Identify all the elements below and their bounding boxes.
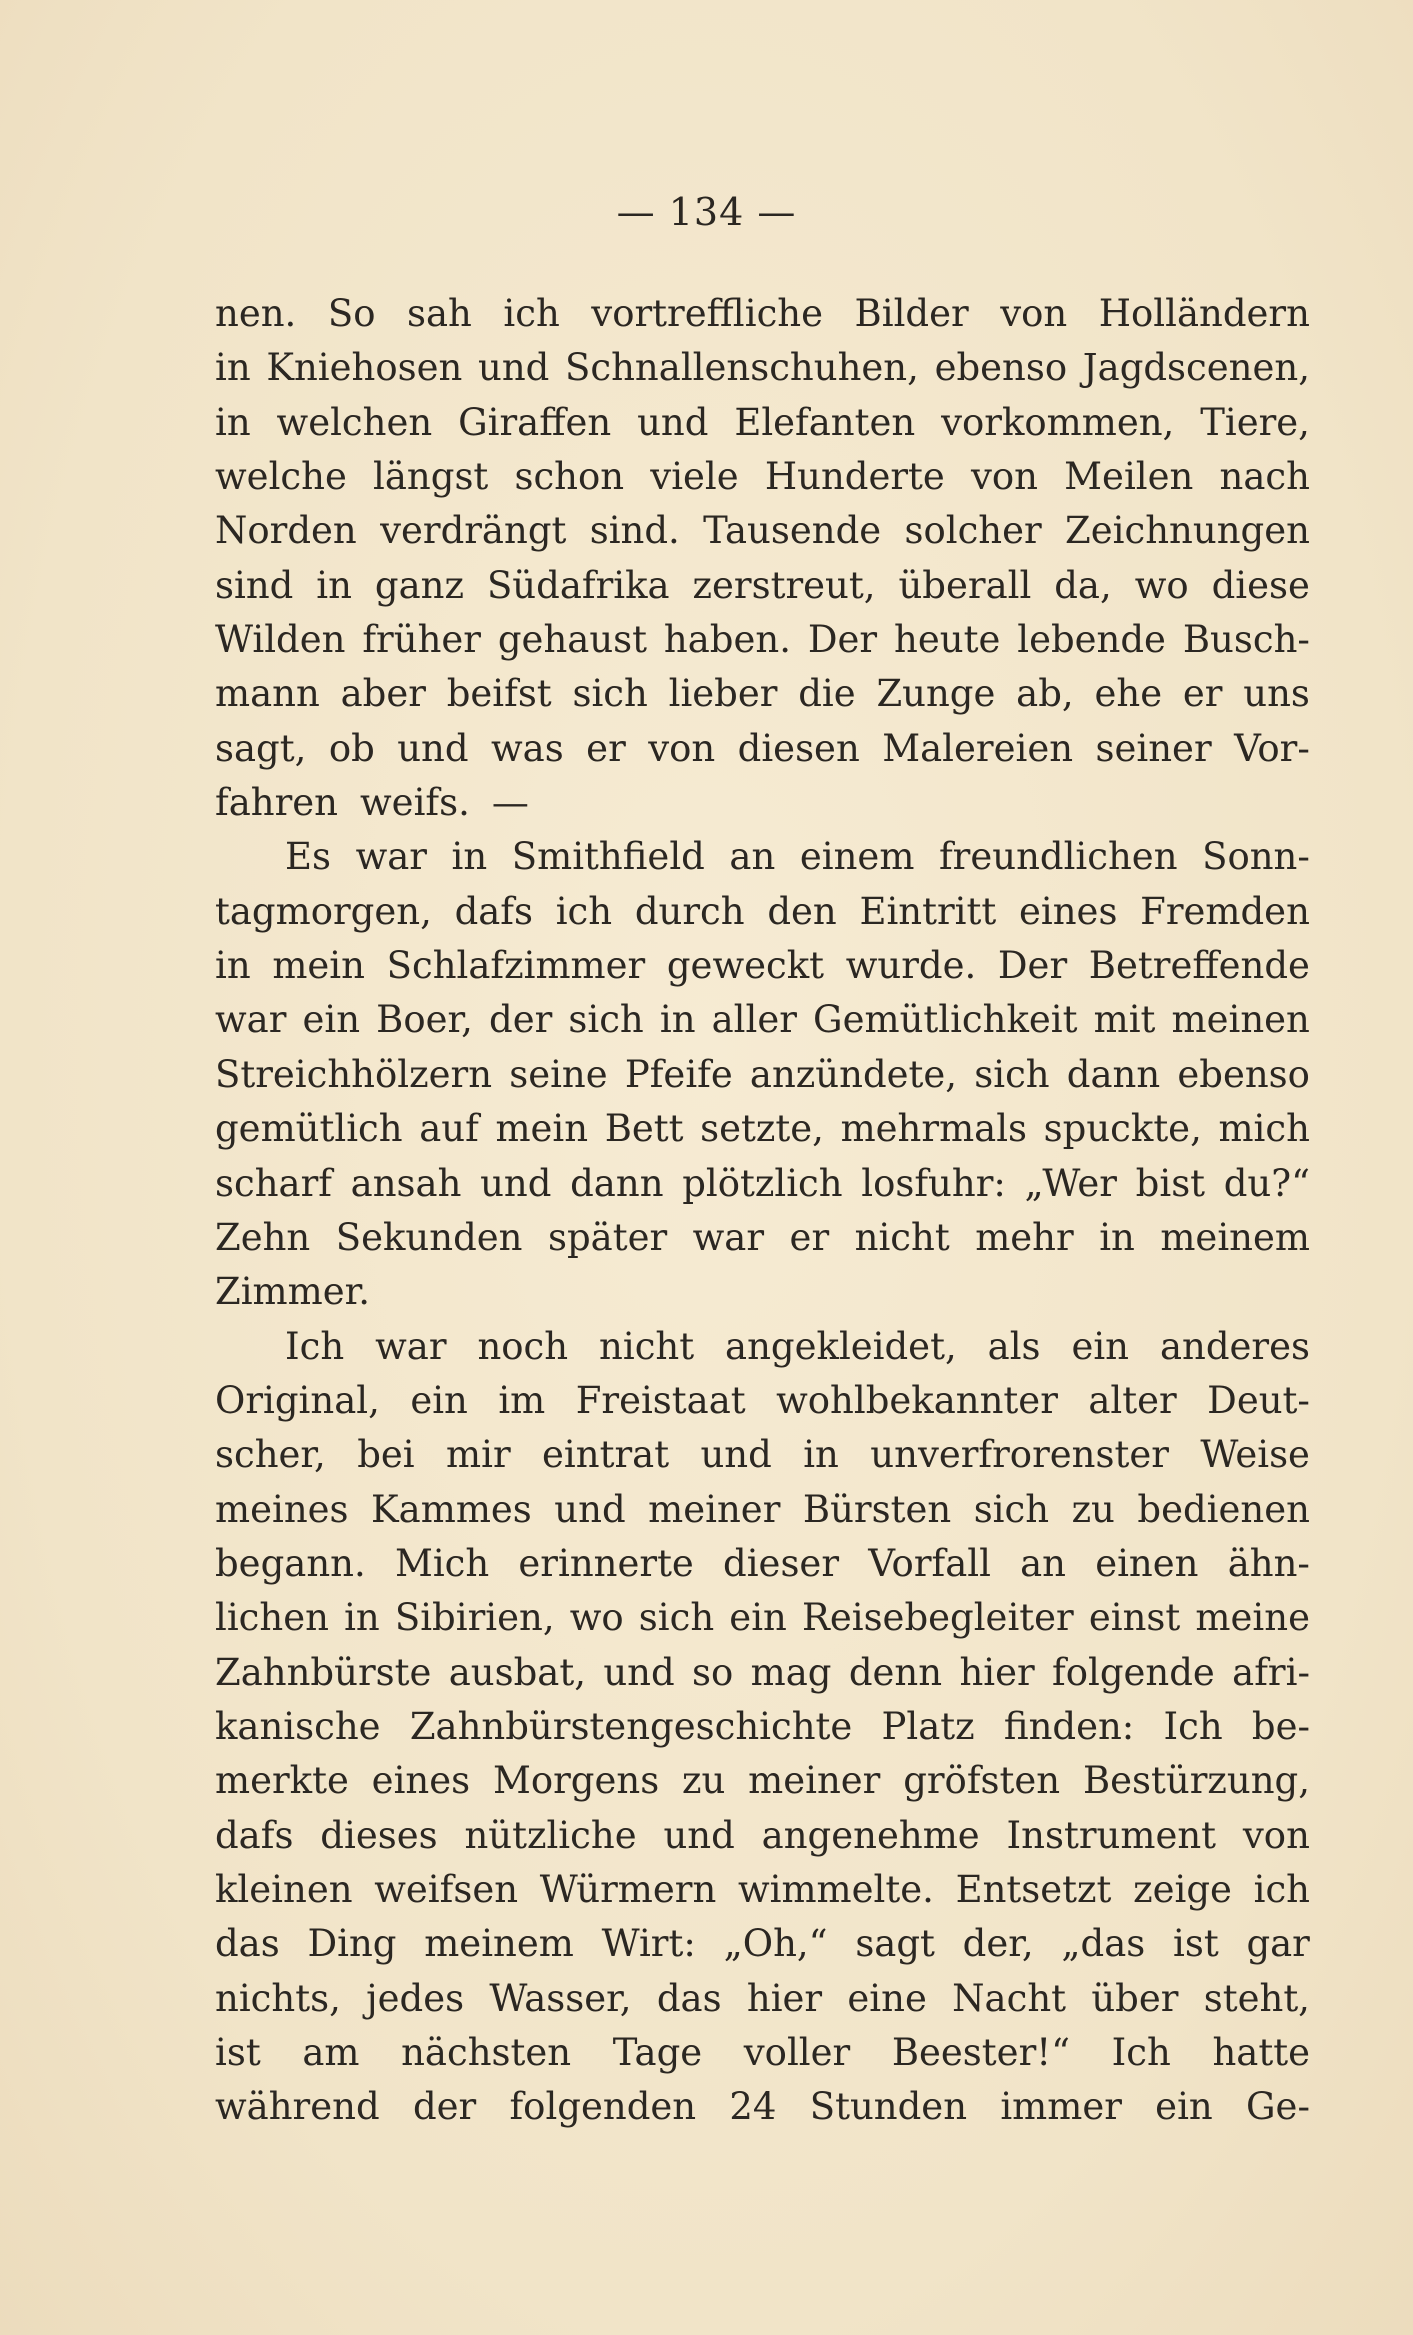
text-line: Zehn Sekunden später war er nicht mehr in meinem	[215, 1215, 1310, 1259]
text-line: tagmorgen, dafs ich durch den Eintritt eines Fremden	[215, 889, 1310, 933]
text-line: nen. So sah ich vortreffliche Bilder von Holländern	[215, 292, 1310, 335]
text-line: begann. Mich erinnerte dieser Vorfall an einen ähn-	[215, 1541, 1310, 1585]
text-line: Es war in Smithfield an einem freundlichen Sonn-	[285, 835, 1310, 879]
text-line: welche längst schon viele Hunderte von Meilen nach	[215, 455, 1310, 499]
text-line: in mein Schlafzimmer geweckt wurde. Der Betreffende	[215, 944, 1310, 988]
text-line: gemütlich auf mein Bett setzte, mehrmals spuckte, mich	[215, 1107, 1310, 1151]
text-line: meines Kammes und meiner Bürsten sich zu bedienen	[215, 1487, 1310, 1531]
text-line: merkte eines Morgens zu meiner gröfsten Bestürzung,	[215, 1759, 1310, 1803]
text-line: kleinen weifsen Würmern wimmelte. Entsetzt zeige ich	[215, 1867, 1310, 1911]
text-line: kanische Zahnbürstengeschichte Platz finden: Ich be-	[215, 1704, 1310, 1748]
text-line: sind in ganz Südafrika zerstreut, überall da, wo diese	[215, 563, 1310, 607]
text-line: war ein Boer, der sich in aller Gemütlichkeit mit meinen	[215, 998, 1310, 1042]
text-line: Norden verdrängt sind. Tausende solcher Zeichnungen	[215, 509, 1310, 553]
body-text	[215, 287, 1310, 2135]
text-line: mann aber beifst sich lieber die Zunge ab, ehe er uns	[215, 672, 1310, 716]
text-line: fahren weifs. —	[215, 781, 529, 825]
text-line: Zahnbürste ausbat, und so mag denn hier folgende afri-	[215, 1650, 1310, 1694]
text-line: Original, ein im Freistaat wohlbekannter alter Deut-	[215, 1378, 1310, 1422]
text-line: scharf ansah und dann plötzlich losfuhr: „Wer bist du?“	[215, 1161, 1310, 1205]
text-line: Ich war noch nicht angekleidet, als ein anderes	[285, 1324, 1310, 1368]
text-line: das Ding meinem Wirt: „Oh,“ sagt der, „das ist gar	[215, 1922, 1310, 1966]
text-line: dafs dieses nützliche und angenehme Instrument von	[215, 1813, 1310, 1857]
text-line: scher, bei mir eintrat und in unverfrorenster Weise	[215, 1433, 1310, 1477]
text-line: nichts, jedes Wasser, das hier eine Nacht über steht,	[215, 1976, 1310, 2020]
text-line: sagt, ob und was er von diesen Malereien seiner Vor-	[215, 726, 1310, 770]
page-number: — 134 —	[616, 190, 797, 234]
text-line: Zimmer.	[215, 1270, 370, 1314]
text-line: in welchen Giraffen und Elefanten vorkommen, Tiere,	[215, 400, 1310, 444]
text-line: ist am nächsten Tage voller Beester!“ Ich hatte	[215, 2031, 1310, 2074]
text-line: Streichhölzern seine Pfeife anzündete, sich dann ebenso	[215, 1052, 1310, 1096]
text-line: in Kniehosen und Schnallenschuhen, ebenso Jagdscenen,	[215, 346, 1310, 390]
text-line: während der folgenden 24 Stunden immer ein Ge-	[215, 2085, 1310, 2129]
text-line: Wilden früher gehaust haben. Der heute lebende Busch-	[215, 618, 1310, 662]
text-line: lichen in Sibirien, wo sich ein Reisebegleiter einst meine	[215, 1596, 1310, 1640]
